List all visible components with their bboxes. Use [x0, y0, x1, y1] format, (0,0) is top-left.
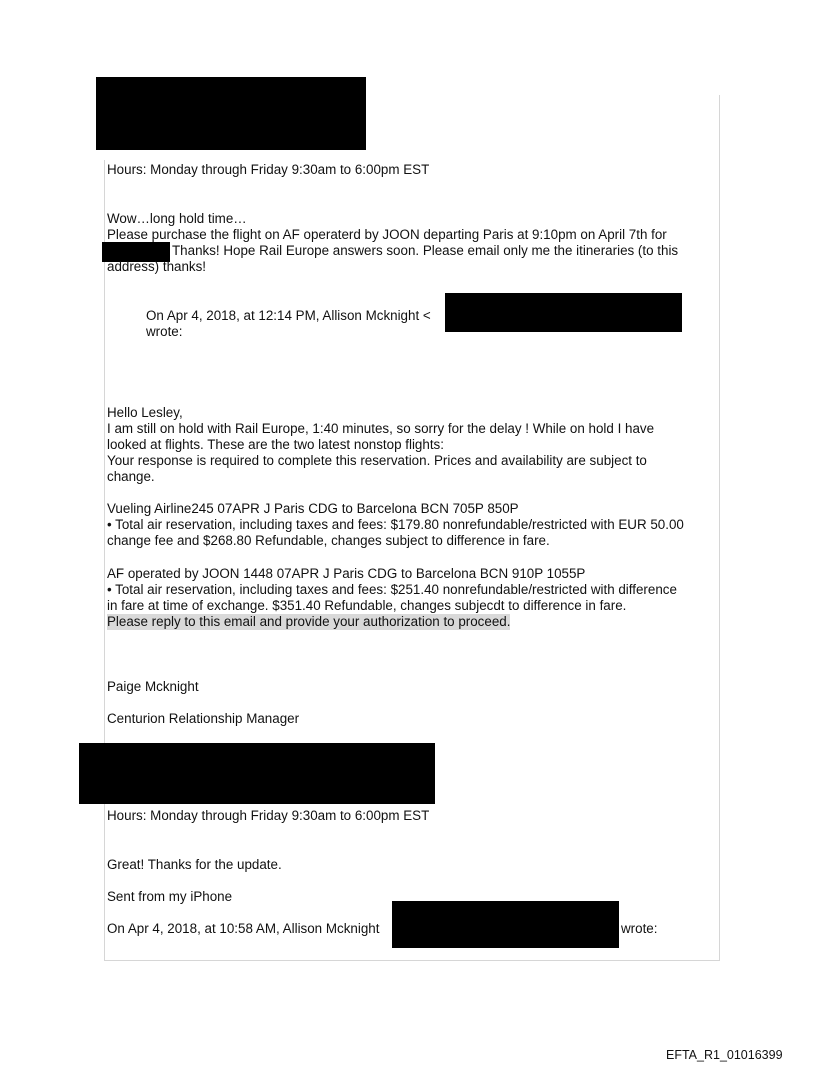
earlier-sent-from: Sent from my iPhone: [107, 889, 233, 904]
signature-name: Paige Mcknight: [107, 679, 199, 694]
reply-line-2: Please purchase the flight on AF operaterd by JOON departing Paris at 9:10pm on April 7th for: [107, 227, 667, 242]
page-frame-bottom-border: [104, 960, 720, 961]
earlier-on-prefix: On Apr 4, 2018, at 10:58 AM, Allison Mcknight: [107, 921, 380, 936]
flight1-line-3: change fee and $268.80 Refundable, changes subject to difference in fare.: [107, 533, 550, 548]
redaction-block-email-2: [392, 901, 619, 948]
page-frame-left-border: [104, 160, 105, 961]
earlier-great: Great! Thanks for the update.: [107, 857, 282, 872]
message-p1-line-4: change.: [107, 469, 155, 484]
message-p1-line-3: Your response is required to complete this reservation. Prices and availability are subject to: [107, 453, 647, 468]
page-frame-right-border: [719, 95, 720, 961]
quote-header-line-1: On Apr 4, 2018, at 12:14 PM, Allison Mcknight <: [146, 308, 431, 323]
signature-title: Centurion Relationship Manager: [107, 711, 300, 726]
flight2-line-3: in fare at time of exchange. $351.40 Refundable, changes subjecdt to difference in fare.: [107, 598, 627, 613]
flight2-line-1: AF operated by JOON 1448 07APR J Paris CDG to Barcelona BCN 910P 1055P: [107, 566, 586, 581]
reply-line-4-thanks: thanks!: [162, 259, 207, 274]
redaction-block-header: [96, 77, 366, 150]
redaction-block-signature: [79, 743, 435, 804]
hours-line: Hours: Monday through Friday 9:30am to 6:00pm EST: [107, 162, 430, 177]
quote-header-line-2: wrote:: [146, 324, 183, 339]
message-p1-line-1: I am still on hold with Rail Europe, 1:40 minutes, so sorry for the delay ! While on hold I have: [107, 421, 655, 436]
authorization-request: Please reply to this email and provide your authorization to proceed.: [107, 614, 511, 629]
earlier-wrote: wrote:: [621, 921, 658, 936]
reply-line-4-address: address): [107, 259, 160, 274]
message-p1-line-2: looked at flights. These are the two latest nonstop flights:: [107, 437, 444, 452]
flight2-line-2: • Total air reservation, including taxes and fees: $251.40 nonrefundable/restricted with difference: [107, 582, 677, 597]
flight1-line-1: Vueling Airline245 07APR J Paris CDG to Barcelona BCN 705P 850P: [107, 501, 519, 516]
hours-line-2: Hours: Monday through Friday 9:30am to 6:00pm EST: [107, 808, 430, 823]
flight1-line-2: • Total air reservation, including taxes and fees: $179.80 nonrefundable/restricted with EUR 50.00: [107, 517, 684, 532]
reply-line-3: Thanks! Hope Rail Europe answers soon. Please email only me the itineraries (to this: [172, 243, 679, 258]
message-greeting: Hello Lesley,: [107, 405, 183, 420]
reply-line-1: Wow…long hold time…: [107, 211, 247, 226]
page-id: EFTA_R1_01016399: [666, 1048, 783, 1062]
redaction-block-email-1: [445, 293, 682, 332]
reply-line-4: [107, 259, 206, 275]
